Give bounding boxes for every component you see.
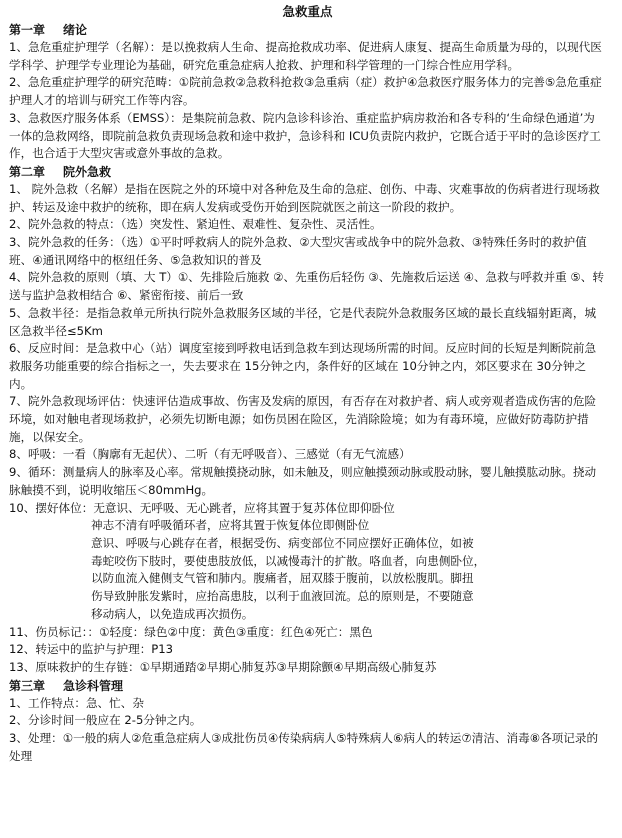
paragraph: 2、院外急救的特点：（选）突发性、紧迫性、艰难性、复杂性、灵活性。 — [9, 217, 382, 232]
paragraph: 1、工作特点：急、忙、杂 — [9, 695, 144, 710]
chapter-number: 第一章 — [9, 23, 46, 37]
indented-line: 意识、呼吸与心跳存在者，根据受伤、病变部位不同应摆好正确体位，如被 — [91, 535, 474, 550]
paragraph: 2、急危重症护理学的研究范畴：①院前急救②急救科抢救③急重病（症）救护④急救医疗服务体力的完善⑤急危重症护理人才的培训与研究工作等内容。 — [9, 75, 602, 108]
paragraph: 9、循环：测量病人的脉率及心率。常规触摸挠动脉，如未触及，则应触摸颈动脉或股动脉，婴儿触摸肱动脉。挠动脉触摸不到，说明收缩压＜80mmHg。 — [9, 465, 597, 497]
paragraph: 1、急危重症护理学（名解）：是以挽救病人生命、提高抢救成功率、促进病人康复、提高生命质量为母的，以现代医学科学、护理学专业理论为基础，研究危重急症病人抢救、护理和科学管理的一门综合性应用学科。 — [9, 40, 602, 72]
paragraph: 4、院外急救的原则（填、大 T）①、先排险后施救 ②、先重伤后轻伤 ③、先施救后运送 ④、急救与呼救并重 ⑤、转送与监护急救相结合 ⑥、紧密衔接、前后一致 — [9, 270, 604, 303]
chapter-name: 急诊科管理 — [63, 678, 124, 693]
paragraph: 13、原味救护的生存链：①早期通踏②早期心肺复苏③早期除颤④早期高级心肺复苏 — [9, 659, 437, 674]
paragraph: 10、摆好体位：无意识、无呼吸、无心跳者，应将其置于复苏体位即仰卧位 — [9, 500, 395, 515]
paragraph: 2、分诊时间一般应在 2-5分钟之内。 — [9, 713, 202, 728]
chapter-number: 第三章 — [9, 678, 46, 693]
paragraph: 6、反应时间：是急救中心（站）调度室接到呼救电话到急救车到达现场所需的时间。反应时间的长短是判断院前急救服务功能重要的综合指标之一，失去要求在 15分钟之内，条件好的区域在 10分钟之内，郊区要求在 30分钟之内。 — [9, 341, 597, 391]
chapter-heading — [9, 677, 606, 695]
chapter-heading — [9, 163, 606, 181]
paragraph: 11、伤员标记：：①轻度：绿色②中度：黄色③重度：红色④死亡：黑色 — [9, 624, 373, 639]
indented-line: 毒蛇咬伤下肢时，要使患肢放低，以减慢毒汁的扩散。咯血者，向患侧卧位， — [91, 553, 486, 568]
chapter-heading — [9, 21, 606, 39]
chapter-name: 院外急救 — [63, 164, 112, 179]
paragraph: 8、呼吸：一看（胸廓有无起伏）、二听（有无呼吸音）、三感觉（有无气流感） — [9, 447, 411, 462]
document-title: 急救重点 — [282, 4, 333, 19]
indented-line: 以防血流入健侧支气管和肺内。腹痛者，屈双膝于腹前，以放松腹肌。脚扭 — [91, 571, 474, 586]
paragraph: 5、急救半径：是指急救单元所执行院外急救服务区域的半径，它是代表院外急救服务区域的最长直线辐射距离，城区急救半径≤5Km — [9, 305, 597, 338]
paragraph: 3、急救医疗服务体系（EMSS）：是集院前急救、院内急诊科诊治、重症监护病房救治和各专科的‘生命绿色通道’为一体的急救网络，即院前急救负责现场急救和途中救护，急诊科和 ICU负责院内救护，它既合适于平时的急诊医疗工作，也合适于大型灾害或意外事故的急救。 — [9, 110, 601, 161]
paragraph: 1、 院外急救（名解）是指在医院之外的环境中对各种危及生命的急症、创伤、中毒、灾难事故的伤病者进行现场救护、转运及途中救护的统称，即在病人发病或受伤开始到医院就医之前这一阶段的救护。 — [9, 181, 600, 214]
chapter-number: 第二章 — [9, 164, 46, 179]
paragraph: 3、院外急救的任务：（选）①平时呼救病人的院外急救、②大型灾害或战争中的院外急救、③特殊任务时的救护值班、④通讯网络中的枢纽任务、⑤急救知识的普及 — [9, 235, 587, 267]
paragraph: 7、院外急救现场评估：快速评估造成事故、伤害及发病的原因，有否存在对救护者、病人或旁观者造成伤害的危险环境，如对触电者现场救护，必须先切断电源；如伤员困在险区，先消除险境；如为有毒环境，应做好防毒防护措施，以保安全。 — [9, 394, 597, 444]
chapter-name: 绪论 — [63, 23, 88, 37]
indented-line: 神志不清有呼吸循环者，应将其置于恢复体位即侧卧位 — [91, 518, 370, 533]
indented-line: 移动病人，以免造成再次损伤。 — [91, 606, 254, 621]
indented-line: 伤导致肿胀发紫时，应抬高患肢，以利于血液回流。总的原则是，不要随意 — [91, 589, 474, 604]
paragraph: 3、处理：①一般的病人②危重急症病人③成批伤员④传染病病人⑤特殊病人⑥病人的转运⑦清洁、消毒⑧各项记录的处理 — [9, 731, 599, 763]
paragraph: 12、转运中的监护与护理：P13 — [9, 642, 174, 657]
